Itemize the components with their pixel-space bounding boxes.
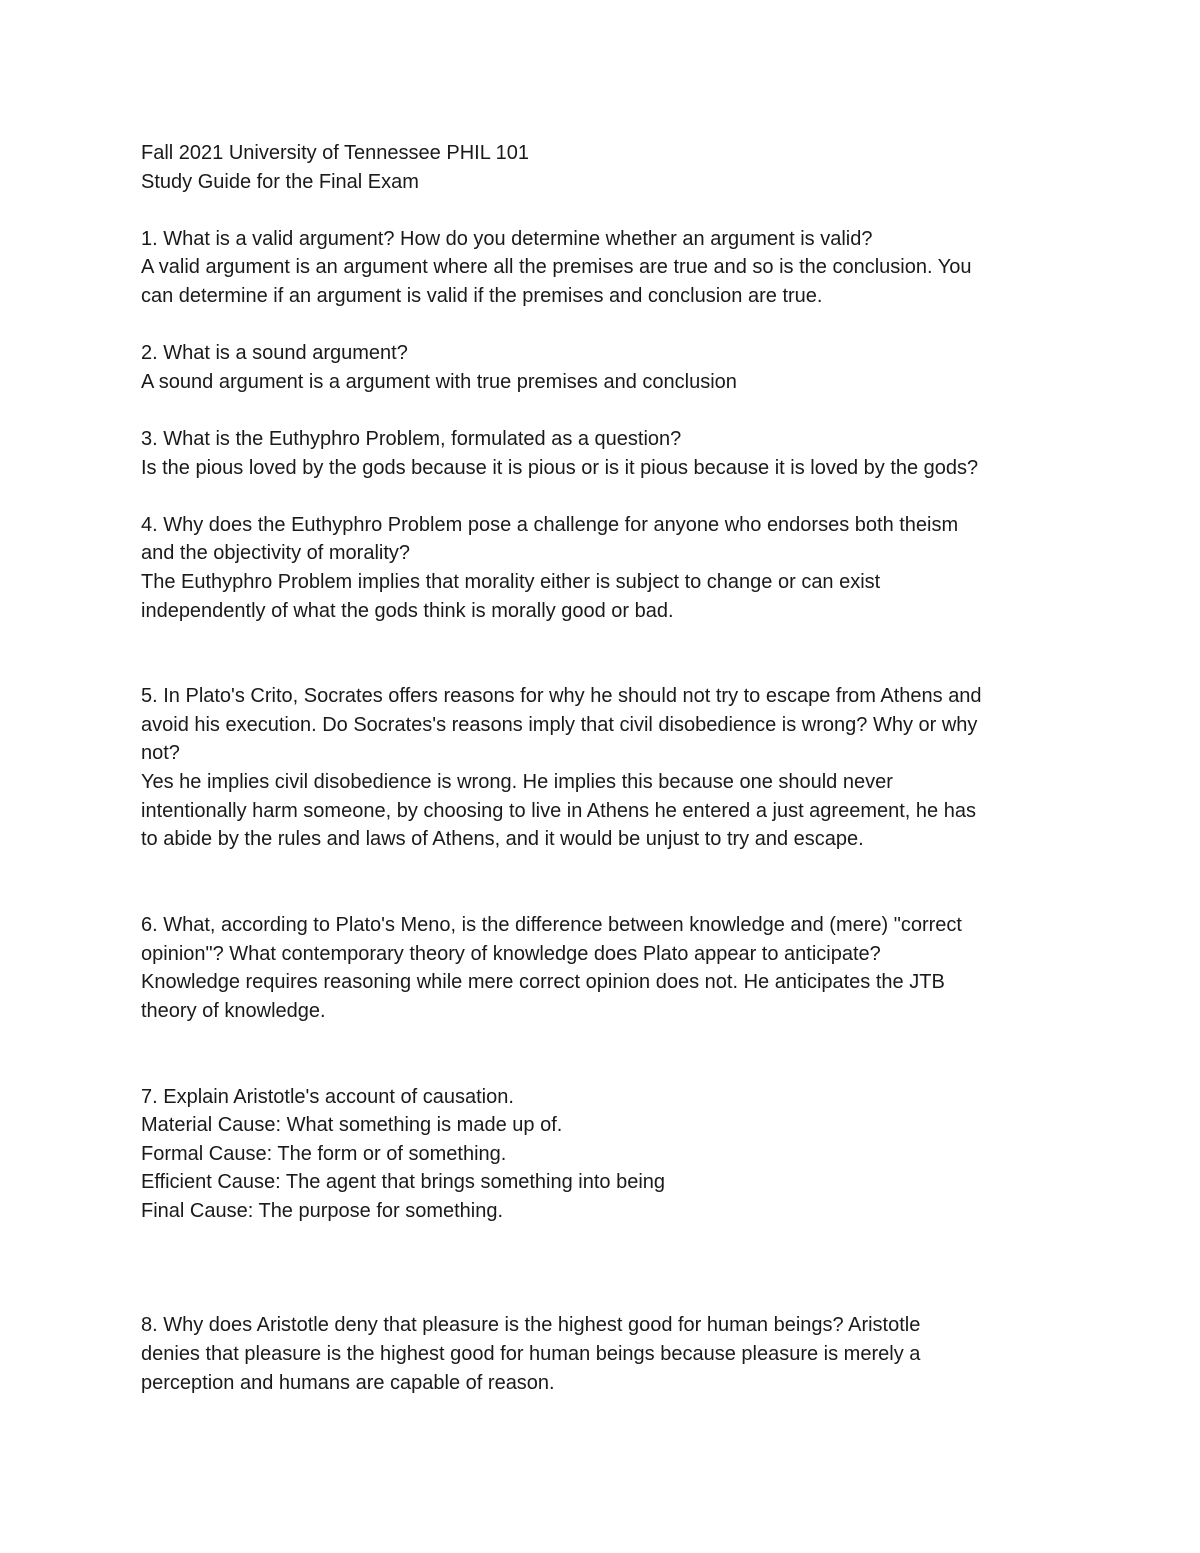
question-text: 2. What is a sound argument? — [141, 342, 408, 365]
spacer — [141, 625, 1080, 682]
document-title: Study Guide for the Final Exam — [141, 170, 419, 193]
answer-text: Efficient Cause: The agent that brings something into being — [141, 1171, 666, 1194]
spacer — [141, 1226, 1080, 1312]
question-block-8 — [141, 1311, 1080, 1397]
question-text: 1. What is a valid argument? How do you determine whether an argument is valid? — [141, 227, 873, 250]
question-text: 3. What is the Euthyphro Problem, formulated as a question? — [141, 427, 682, 450]
question-block-2 — [141, 339, 1080, 396]
question-text: 6. What, according to Plato's Meno, is the difference between knowledge and (mere) "correct — [141, 914, 962, 937]
question-block-1 — [141, 225, 1080, 311]
question-text: 8. Why does Aristotle deny that pleasure is the highest good for human beings? Aristotle — [141, 1314, 921, 1337]
question-text: 7. Explain Aristotle's account of causation. — [141, 1085, 514, 1108]
answer-text: Knowledge requires reasoning while mere correct opinion does not. He anticipates the JTB — [141, 971, 945, 994]
spacer — [141, 1025, 1080, 1082]
answer-text: intentionally harm someone, by choosing to live in Athens he entered a just agreement, he has — [141, 799, 976, 822]
spacer — [141, 482, 1080, 511]
spacer — [141, 196, 1080, 225]
answer-text: to abide by the rules and laws of Athens, and it would be unjust to try and escape. — [141, 828, 864, 851]
question-block-3 — [141, 425, 1080, 482]
question-text: not? — [141, 742, 180, 765]
question-block-4 — [141, 511, 1080, 625]
spacer — [141, 311, 1080, 340]
question-text: 5. In Plato's Crito, Socrates offers reasons for why he should not try to escape from Athens and — [141, 685, 982, 708]
answer-text: theory of knowledge. — [141, 999, 326, 1022]
answer-text: Is the pious loved by the gods because it is pious or is it pious because it is loved by the gods? — [141, 456, 979, 479]
question-text: avoid his execution. Do Socrates's reasons imply that civil disobedience is wrong? Why or why — [141, 713, 978, 736]
answer-text: Final Cause: The purpose for something. — [141, 1199, 504, 1222]
spacer — [141, 396, 1080, 425]
question-block-5 — [141, 682, 1080, 854]
answer-text: independently of what the gods think is morally good or bad. — [141, 599, 674, 622]
answer-text: A valid argument is an argument where all the premises are true and so is the conclusion. You — [141, 256, 972, 279]
question-text: perception and humans are capable of reason. — [141, 1371, 555, 1394]
question-block-7 — [141, 1083, 1080, 1226]
question-block-6 — [141, 911, 1080, 1025]
answer-text: Material Cause: What something is made up of. — [141, 1114, 563, 1137]
question-text: and the objectivity of morality? — [141, 542, 411, 565]
answer-text: can determine if an argument is valid if the premises and conclusion are true. — [141, 284, 823, 307]
question-text: denies that pleasure is the highest good for human beings because pleasure is merely a — [141, 1342, 921, 1365]
answer-text: The Euthyphro Problem implies that morality either is subject to change or can exist — [141, 570, 881, 593]
course-heading: Fall 2021 University of Tennessee PHIL 101 — [141, 142, 529, 164]
answer-text: Formal Cause: The form or of something. — [141, 1142, 507, 1165]
question-text: opinion"? What contemporary theory of knowledge does Plato appear to anticipate? — [141, 942, 881, 965]
answer-text: A sound argument is a argument with true premises and conclusion — [141, 370, 737, 393]
answer-text: Yes he implies civil disobedience is wrong. He implies this because one should never — [141, 771, 893, 794]
question-text: 4. Why does the Euthyphro Problem pose a challenge for anyone who endorses both theism — [141, 513, 959, 536]
spacer — [141, 854, 1080, 911]
